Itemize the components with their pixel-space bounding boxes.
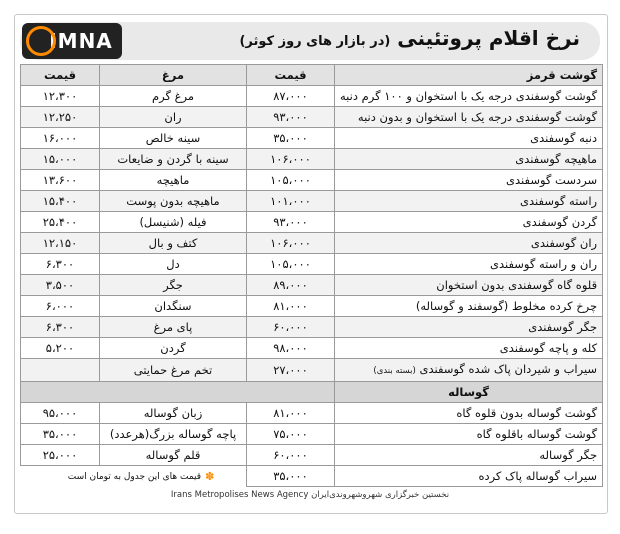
red-meat-price: ۱۰۶،۰۰۰ bbox=[247, 149, 335, 170]
table-row bbox=[21, 212, 603, 233]
veal-row bbox=[21, 424, 603, 445]
veal-other-price: ۹۵،۰۰۰ bbox=[21, 403, 100, 424]
veal-section-title: گوساله bbox=[335, 382, 603, 403]
price-table bbox=[20, 64, 603, 487]
red-meat-item: دنبه گوسفندی bbox=[335, 128, 603, 149]
red-meat-item: ران و راسته گوسفندی bbox=[335, 254, 603, 275]
red-meat-price: ۲۷،۰۰۰ bbox=[247, 359, 335, 382]
red-meat-item: گردن گوسفندی bbox=[335, 212, 603, 233]
red-meat-item: گوشت گوسفندی درجه یک با استخوان و بدون دنبه bbox=[335, 107, 603, 128]
red-meat-price: ۱۰۵،۰۰۰ bbox=[247, 254, 335, 275]
footnote bbox=[24, 470, 258, 483]
red-meat-price: ۹۳،۰۰۰ bbox=[247, 212, 335, 233]
veal-section-fill bbox=[21, 382, 335, 403]
chicken-price bbox=[21, 359, 100, 382]
red-meat-item: کله و پاچه گوسفندی bbox=[335, 338, 603, 359]
table-row bbox=[21, 86, 603, 107]
red-meat-item: قلوه گاه گوسفندی بدون استخوان bbox=[335, 275, 603, 296]
red-meat-item: سردست گوسفندی bbox=[335, 170, 603, 191]
table-row bbox=[21, 254, 603, 275]
chicken-item: سینه با گردن و ضایعات bbox=[100, 149, 247, 170]
table-row bbox=[21, 233, 603, 254]
table-row bbox=[21, 296, 603, 317]
red-meat-item bbox=[335, 359, 603, 382]
table-row bbox=[21, 149, 603, 170]
chicken-item: کتف و بال bbox=[100, 233, 247, 254]
header-price: قیمت bbox=[247, 65, 335, 86]
red-meat-price: ۸۹،۰۰۰ bbox=[247, 275, 335, 296]
item-note: (بسته بندی) bbox=[373, 366, 416, 376]
red-meat-price: ۹۸،۰۰۰ bbox=[247, 338, 335, 359]
table-row bbox=[21, 338, 603, 359]
veal-other-item: پاچه گوساله بزرگ(هرعدد) bbox=[100, 424, 247, 445]
chicken-item: ران bbox=[100, 107, 247, 128]
veal-row bbox=[21, 403, 603, 424]
table-header-row bbox=[21, 65, 603, 86]
veal-item: سیراب گوساله پاک کرده bbox=[335, 466, 603, 487]
subtitle-text: (در بازار های روز کوثر) bbox=[239, 34, 391, 49]
veal-row bbox=[21, 445, 603, 466]
chicken-item: ماهیچه بدون پوست bbox=[100, 191, 247, 212]
chicken-price: ۶،۳۰۰ bbox=[21, 254, 100, 275]
red-meat-item-text: سیراب و شیردان پاک شده گوسفندی bbox=[419, 362, 598, 376]
red-meat-price: ۱۰۵،۰۰۰ bbox=[247, 170, 335, 191]
footnote-text: قیمت های این جدول به تومان است bbox=[67, 471, 202, 482]
red-meat-item: گوشت گوسفندی درجه یک با استخوان و ۱۰۰ گرم دنبه bbox=[335, 86, 603, 107]
title-text: نرخ اقلام پروتئینی bbox=[397, 26, 580, 50]
chicken-item: سینه خالص bbox=[100, 128, 247, 149]
table-row bbox=[21, 191, 603, 212]
veal-item: گوشت گوساله بدون قلوه گاه bbox=[335, 403, 603, 424]
logo-ring-icon bbox=[26, 26, 56, 56]
chicken-item: ماهیچه bbox=[100, 170, 247, 191]
veal-item: جگر گوساله bbox=[335, 445, 603, 466]
chicken-price: ۱۵،۰۰۰ bbox=[21, 149, 100, 170]
veal-price: ۶۰،۰۰۰ bbox=[247, 445, 335, 466]
chicken-item: تخم مرغ حمایتی bbox=[100, 359, 247, 382]
table-row bbox=[21, 275, 603, 296]
red-meat-price: ۳۵،۰۰۰ bbox=[247, 128, 335, 149]
table-row bbox=[21, 170, 603, 191]
veal-other-item: زبان گوساله bbox=[100, 403, 247, 424]
chicken-price: ۵،۲۰۰ bbox=[21, 338, 100, 359]
red-meat-price: ۱۰۱،۰۰۰ bbox=[247, 191, 335, 212]
chicken-price: ۱۵،۴۰۰ bbox=[21, 191, 100, 212]
table-row bbox=[21, 128, 603, 149]
chicken-price: ۶،۳۰۰ bbox=[21, 317, 100, 338]
red-meat-price: ۹۳،۰۰۰ bbox=[247, 107, 335, 128]
chicken-price: ۶،۰۰۰ bbox=[21, 296, 100, 317]
veal-price: ۷۵،۰۰۰ bbox=[247, 424, 335, 445]
red-meat-item: ران گوسفندی bbox=[335, 233, 603, 254]
veal-other-price: ۳۵،۰۰۰ bbox=[21, 424, 100, 445]
chicken-item: دل bbox=[100, 254, 247, 275]
veal-item: گوشت گوساله باقلوه گاه bbox=[335, 424, 603, 445]
red-meat-price: ۶۰،۰۰۰ bbox=[247, 317, 335, 338]
chicken-price: ۲۵،۴۰۰ bbox=[21, 212, 100, 233]
table-row bbox=[21, 317, 603, 338]
header-chicken: مرغ bbox=[100, 65, 247, 86]
chicken-price: ۱۳،۶۰۰ bbox=[21, 170, 100, 191]
logo-text: IMNA bbox=[49, 29, 113, 53]
veal-price: ۸۱،۰۰۰ bbox=[247, 403, 335, 424]
header-red-meat: گوشت قرمز bbox=[335, 65, 603, 86]
star-icon: ✽ bbox=[205, 470, 215, 483]
veal-price: ۳۵،۰۰۰ bbox=[247, 466, 335, 487]
red-meat-item: جگر گوسفندی bbox=[335, 317, 603, 338]
chicken-price: ۱۲،۳۰۰ bbox=[21, 86, 100, 107]
chicken-item: فیله (شنیسل) bbox=[100, 212, 247, 233]
imna-logo bbox=[22, 23, 122, 59]
red-meat-item: چرخ کرده مخلوط (گوسفند و گوساله) bbox=[335, 296, 603, 317]
red-meat-price: ۱۰۶،۰۰۰ bbox=[247, 233, 335, 254]
footer-credit: Irans Metropolises News Agency نخستین خبرگزاری شهروشهروندی‌ایران bbox=[170, 490, 450, 500]
chicken-item: مرغ گرم bbox=[100, 86, 247, 107]
red-meat-price: ۸۷،۰۰۰ bbox=[247, 86, 335, 107]
veal-other-price: ۲۵،۰۰۰ bbox=[21, 445, 100, 466]
chicken-item: جگر bbox=[100, 275, 247, 296]
chicken-item: سنگدان bbox=[100, 296, 247, 317]
header-price-2: قیمت bbox=[21, 65, 100, 86]
veal-section-row bbox=[21, 382, 603, 403]
chicken-price: ۱۶،۰۰۰ bbox=[21, 128, 100, 149]
veal-other-item: قلم گوساله bbox=[100, 445, 247, 466]
red-meat-item: ماهیچه گوسفندی bbox=[335, 149, 603, 170]
chicken-price: ۱۲،۱۵۰ bbox=[21, 233, 100, 254]
table-row bbox=[21, 107, 603, 128]
chicken-price: ۱۲،۲۵۰ bbox=[21, 107, 100, 128]
page-title bbox=[239, 26, 580, 50]
chicken-item: گردن bbox=[100, 338, 247, 359]
table-row bbox=[21, 359, 603, 382]
red-meat-price: ۸۱،۰۰۰ bbox=[247, 296, 335, 317]
chicken-item: پای مرغ bbox=[100, 317, 247, 338]
red-meat-item: راسته گوسفندی bbox=[335, 191, 603, 212]
chicken-price: ۳،۵۰۰ bbox=[21, 275, 100, 296]
